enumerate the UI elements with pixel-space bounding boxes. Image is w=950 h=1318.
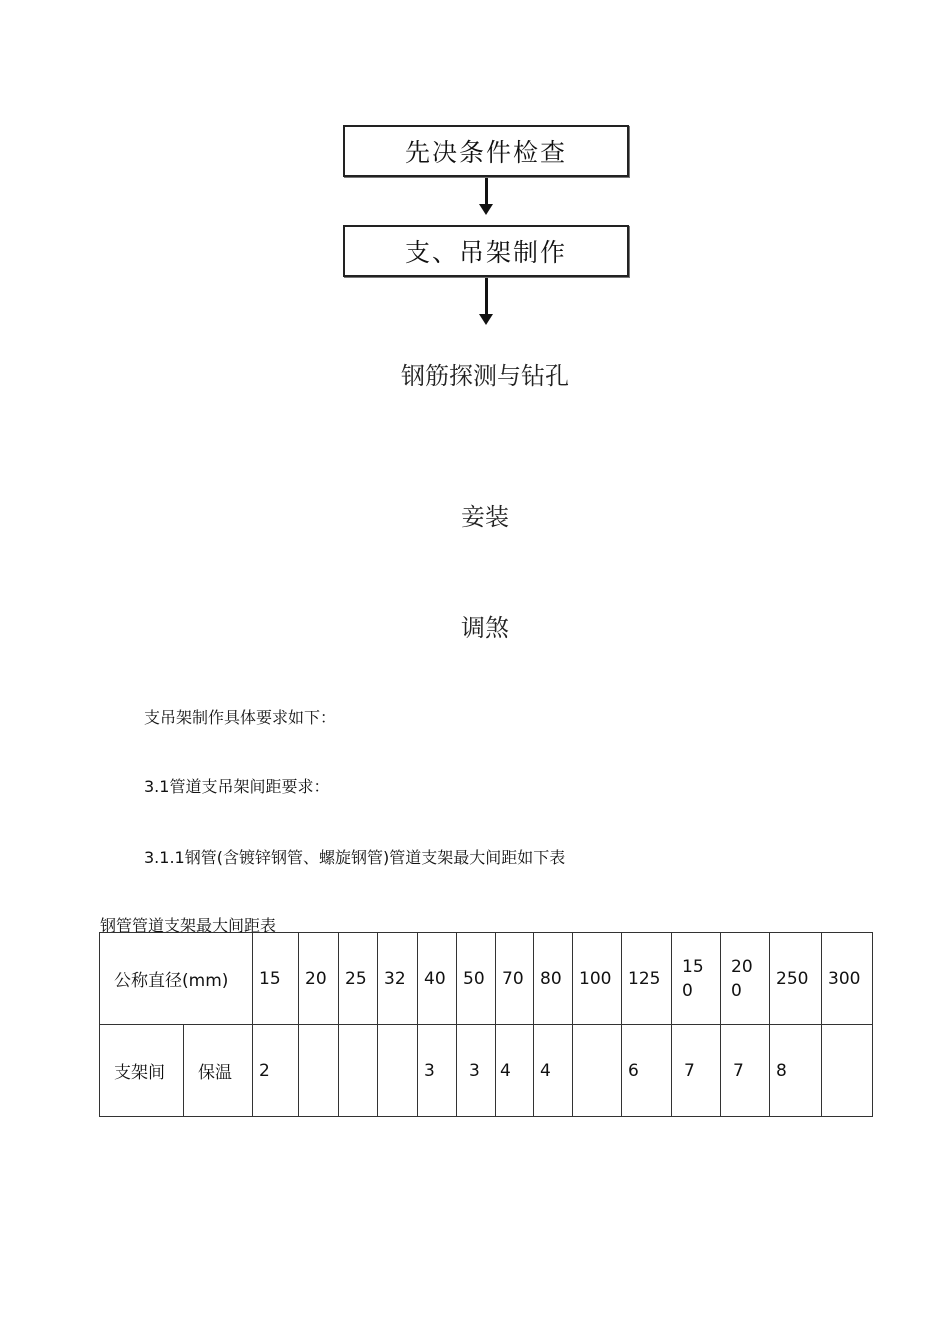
table-cell-value: 7 — [672, 1025, 721, 1117]
table-cell-value — [339, 1025, 378, 1117]
paragraph-section-3-1-1: 3.1.1钢管(含镀锌钢管、螺旋钢管)管道支架最大间距如下表 — [144, 848, 566, 867]
table-cell-diameter: 20 — [299, 933, 339, 1025]
table-cell-diameter: 300 — [822, 933, 873, 1025]
table-cell-diameter: 40 — [418, 933, 457, 1025]
support-spacing-table — [99, 932, 873, 1117]
table-cell-value: 7 — [721, 1025, 770, 1117]
flow-step-install: 妾装 — [461, 503, 509, 531]
table-cell-value — [299, 1025, 339, 1117]
table-cell-diameter: 125 — [622, 933, 672, 1025]
table-cell-value: 8 — [770, 1025, 822, 1117]
table-cell-diameter: 15 — [253, 933, 299, 1025]
table-caption: 钢管管道支架最大间距表 — [100, 916, 277, 935]
table-cell-value: 4 — [534, 1025, 573, 1117]
table-cell-value: 4 — [496, 1025, 534, 1117]
table-cell-diameter: 20 0 — [721, 933, 770, 1025]
flow-box-fabrication — [343, 225, 629, 277]
table-cell-value: 3 — [418, 1025, 457, 1117]
table-cell-diameter: 100 — [573, 933, 622, 1025]
row-label-insulated: 保温 — [184, 1025, 253, 1117]
table-header-row — [100, 933, 873, 1025]
table-cell-diameter: 250 — [770, 933, 822, 1025]
row-label-support-spacing: 支架间 — [100, 1025, 184, 1117]
flow-box-precheck-label: 先决条件检查 — [404, 138, 567, 167]
table-cell-value: 3 — [457, 1025, 496, 1117]
paragraph-requirements: 支吊架制作具体要求如下： — [144, 708, 337, 727]
table-cell-value: 2 — [253, 1025, 299, 1117]
paragraph-section-3-1: 3.1管道支吊架间距要求： — [144, 777, 330, 796]
table-cell-value — [822, 1025, 873, 1117]
table-cell-diameter: 15 0 — [672, 933, 721, 1025]
table-cell-value — [378, 1025, 418, 1117]
flow-box-fabrication-label: 支、吊架制作 — [404, 238, 567, 267]
table-cell-value: 6 — [622, 1025, 672, 1117]
flow-step-drilling: 钢筋探测与钻孔 — [401, 362, 569, 390]
table-row-insulated — [100, 1025, 873, 1117]
table-cell-diameter: 70 — [496, 933, 534, 1025]
table-cell-diameter: 80 — [534, 933, 573, 1025]
flow-step-adjust: 调煞 — [461, 614, 509, 642]
table-cell-diameter: 32 — [378, 933, 418, 1025]
table-cell-diameter: 25 — [339, 933, 378, 1025]
table-cell-diameter: 50 — [457, 933, 496, 1025]
nominal-diameter-label: 公称直径(mm) — [100, 933, 253, 1025]
flow-box-precheck — [343, 125, 629, 177]
table-cell-value — [573, 1025, 622, 1117]
